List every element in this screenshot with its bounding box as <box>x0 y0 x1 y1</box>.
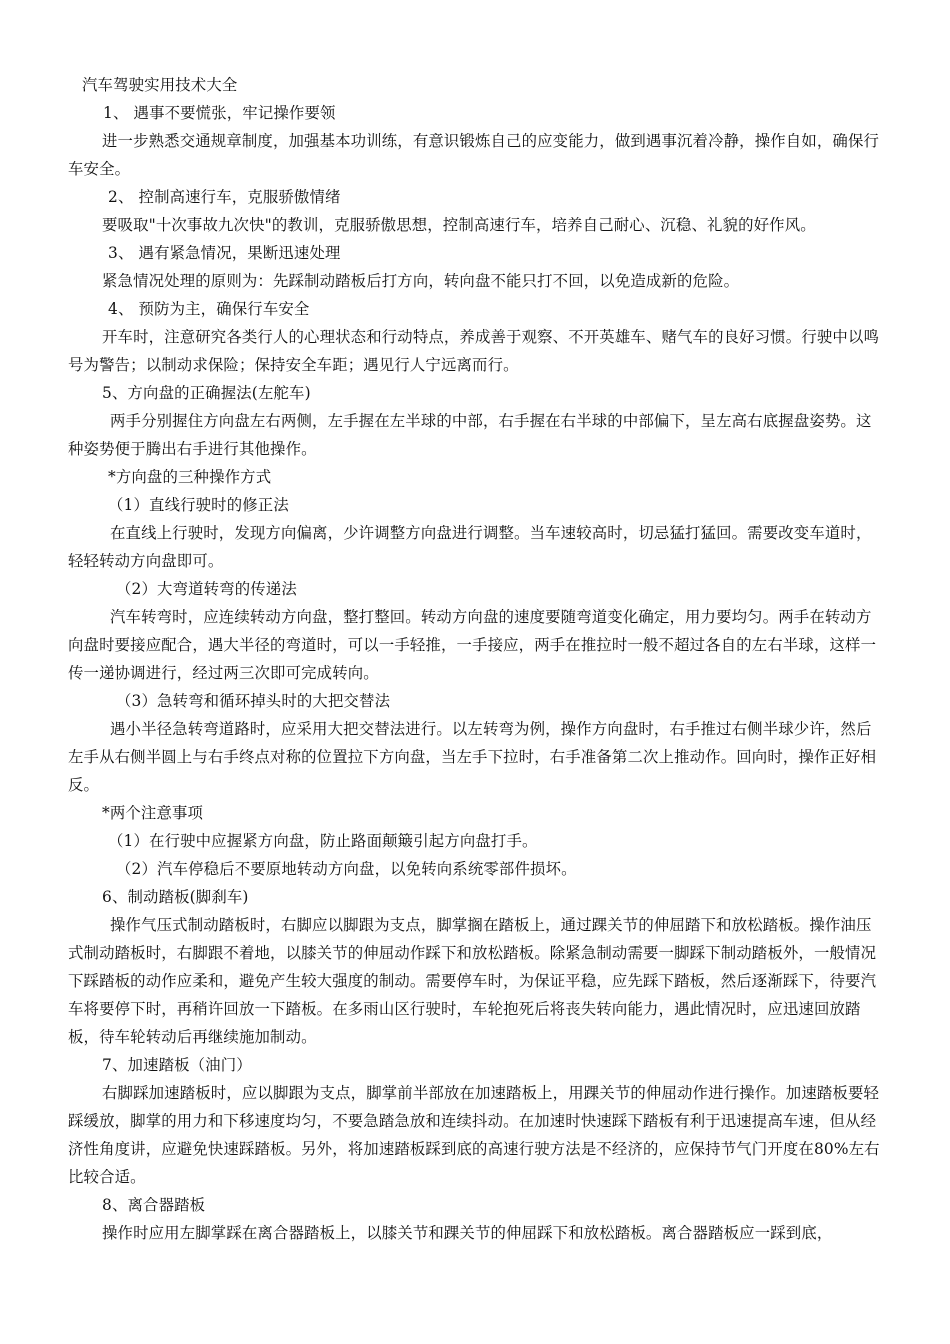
section-5-body: 两手分别握住方向盘左右两侧，左手握在左半球的中部，右手握在右半球的中部偏下，呈左高右底握盘姿势。这种姿势便于腾出右手进行其他操作。 <box>68 412 872 458</box>
document-title: 汽车驾驶实用技术大全 <box>82 76 238 94</box>
section-5-subheading-notes: *两个注意事项 <box>102 804 204 822</box>
method-1-heading: （1）直线行驶时的修正法 <box>108 496 289 514</box>
section-2-heading: 2、 控制高速行车，克服骄傲情绪 <box>108 188 341 206</box>
section-7-heading: 7、加速踏板（油门） <box>102 1056 252 1074</box>
method-2-heading: （2）大弯道转弯的传递法 <box>116 580 297 598</box>
document-body <box>68 71 885 1247</box>
section-2-body: 要吸取"十次事故九次快"的教训，克服骄傲思想，控制高速行车，培养自己耐心、沉稳、礼貌的好作风。 <box>102 216 816 234</box>
method-3-body: 遇小半径急转弯道路时，应采用大把交替法进行。以左转弯为例，操作方向盘时，右手推过右侧半球少许，然后左手从右侧半圆上与右手终点对称的位置拉下方向盘，当左手下拉时，右手准备第二次上推动作。回向时，操作正好相反。 <box>68 720 877 794</box>
section-8-heading: 8、离合器踏板 <box>102 1196 206 1214</box>
section-6-body: 操作气压式制动踏板时，右脚应以脚跟为支点，脚掌搁在踏板上，通过踝关节的伸屈踏下和放松踏板。操作油压式制动踏板时，右脚跟不着地，以膝关节的伸屈动作踩下和放松踏板。除紧急制动需要一脚踩下制动踏板外，一般情况下踩踏板的动作应柔和，避免产生较大强度的制动。需要停车时，为保证平稳，应先踩下踏板，然后逐渐踩下，待要汽车将要停下时，再稍许回放一下踏板。在多雨山区行驶时，车轮抱死后将丧失转向能力，遇此情况时，应迅速回放踏板，待车轮转动后再继续施加制动。 <box>68 916 877 1046</box>
section-5-subheading-methods: *方向盘的三种操作方式 <box>108 468 272 486</box>
method-1-body: 在直线上行驶时，发现方向偏离，少许调整方向盘进行调整。当车速较高时，切忌猛打猛回。需要改变车道时，轻轻转动方向盘即可。 <box>68 524 872 570</box>
section-3-body: 紧急情况处理的原则为：先踩制动踏板后打方向，转向盘不能只打不回，以免造成新的危险。 <box>102 272 740 290</box>
section-1-heading: 1、 遇事不要慌张，牢记操作要领 <box>103 104 336 122</box>
method-3-heading: （3）急转弯和循环掉头时的大把交替法 <box>116 692 391 710</box>
note-1: （1）在行驶中应握紧方向盘，防止路面颠簸引起方向盘打手。 <box>108 832 538 850</box>
section-7-body: 右脚踩加速踏板时，应以脚跟为支点，脚掌前半部放在加速踏板上，用踝关节的伸屈动作进行操作。加速踏板要轻踩缓放，脚掌的用力和下移速度均匀，不要急踏急放和连续抖动。在加速时快速踩下踏板有利于迅速提高车速，但从经济性角度讲，应避免快速踩踏板。另外，将加速踏板踩到底的高速行驶方法是不经济的，应保持节气门开度在80%左右比较合适。 <box>68 1084 880 1186</box>
section-4-heading: 4、 预防为主，确保行车安全 <box>108 300 310 318</box>
section-6-heading: 6、制动踏板(脚刹车) <box>102 888 249 906</box>
note-2: （2）汽车停稳后不要原地转动方向盘，以免转向系统零部件损坏。 <box>116 860 577 878</box>
section-4-body: 开车时，注意研究各类行人的心理状态和行动特点，养成善于观察、不开英雄车、赌气车的良好习惯。行驶中以鸣号为警告；以制动求保险；保持安全车距；遇见行人宁远离而行。 <box>68 328 880 374</box>
section-8-body: 操作时应用左脚掌踩在离合器踏板上，以膝关节和踝关节的伸屈踩下和放松踏板。离合器踏板应一踩到底， <box>102 1224 833 1242</box>
section-1-body: 进一步熟悉交通规章制度，加强基本功训练，有意识锻炼自己的应变能力，做到遇事沉着冷静，操作自如，确保行车安全。 <box>68 132 880 178</box>
method-2-body: 汽车转弯时，应连续转动方向盘，整打整回。转动方向盘的速度要随弯道变化确定，用力要均匀。两手在转动方向盘时要接应配合，遇大半径的弯道时，可以一手轻推，一手接应，两手在推拉时一般不超过各自的左右半球，这样一传一递协调进行，经过两三次即可完成转向。 <box>68 608 877 682</box>
section-5-heading: 5、方向盘的正确握法(左舵车) <box>102 384 311 402</box>
section-3-heading: 3、 遇有紧急情况，果断迅速处理 <box>108 244 341 262</box>
